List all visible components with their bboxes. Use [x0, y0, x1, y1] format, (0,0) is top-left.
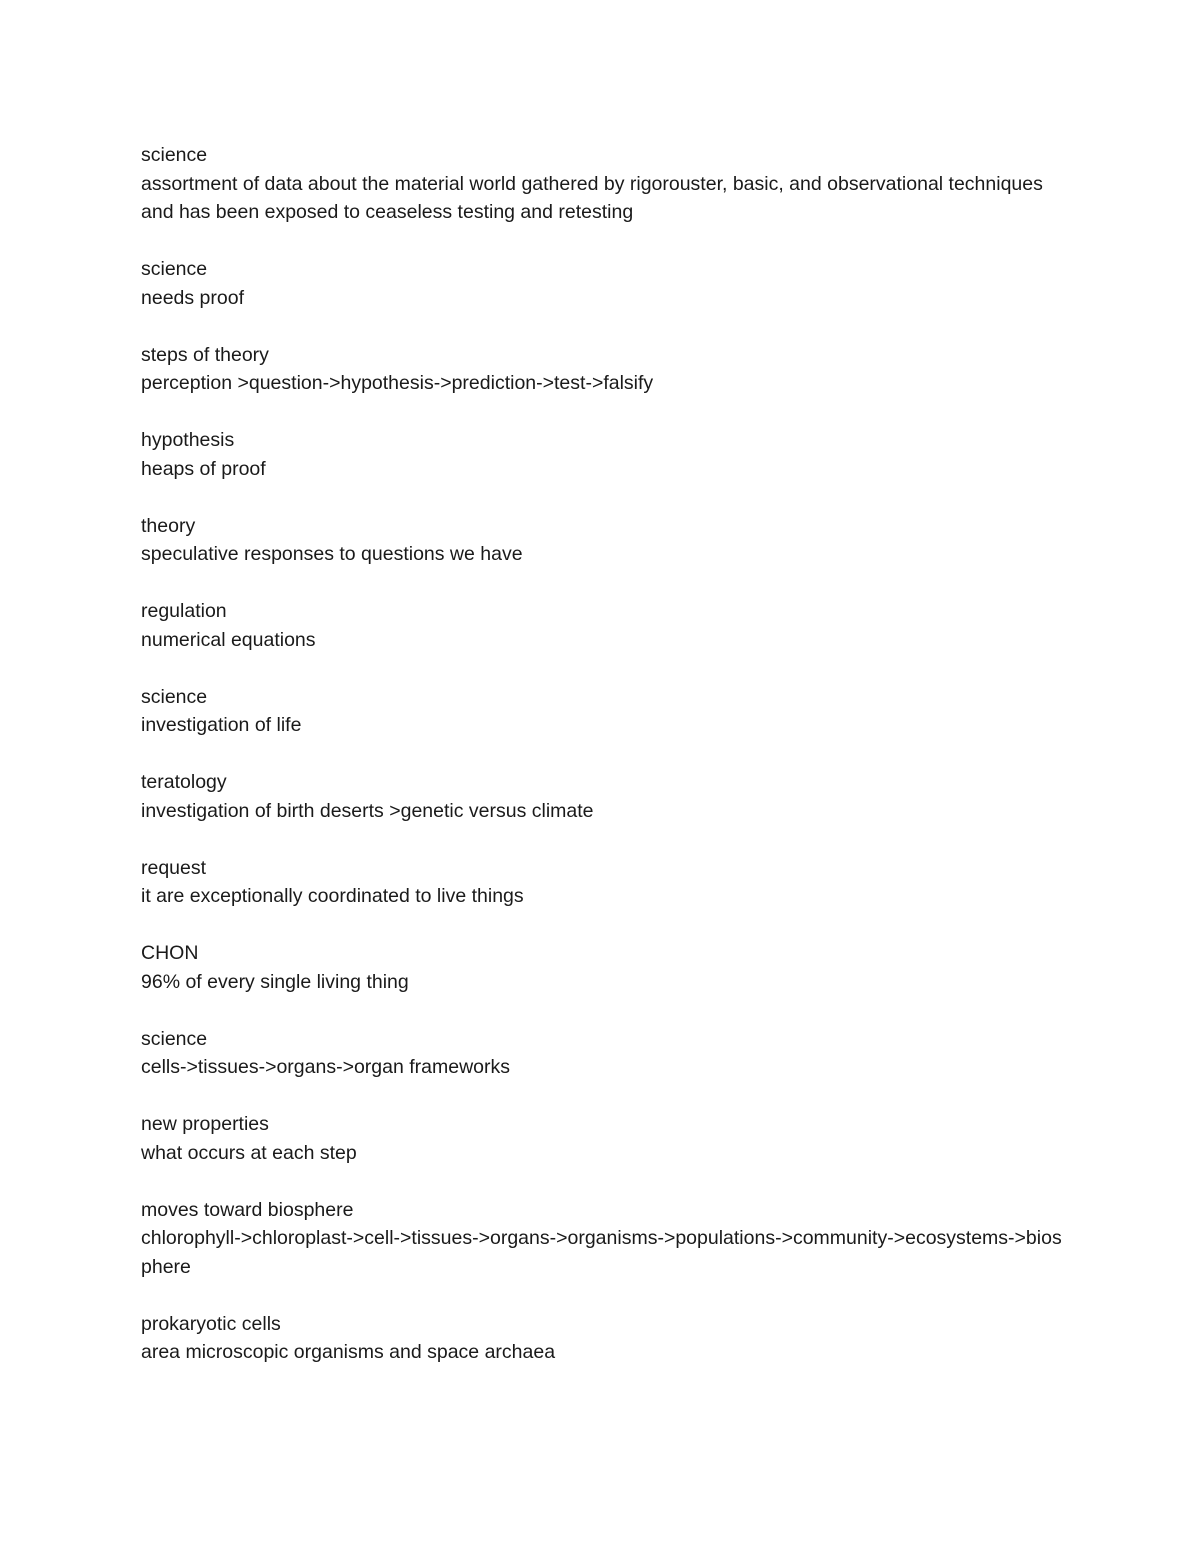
- definition: chlorophyll->chloroplast->cell->tissues->organs->organisms->populations->community->ecosystems->biosphere: [141, 1227, 1062, 1278]
- term: prokaryotic cells: [141, 1312, 281, 1335]
- term: regulation: [141, 600, 227, 622]
- list-item: [141, 768, 1066, 825]
- term: moves toward biosphere: [141, 1198, 354, 1221]
- flashcard-list: [141, 141, 1066, 1395]
- list-item: [141, 939, 1066, 996]
- definition: 96% of every single living thing: [141, 970, 409, 993]
- definition: cells->tissues->organs->organ frameworks: [141, 1056, 511, 1078]
- list-item: [141, 854, 1066, 911]
- term: science: [141, 1027, 208, 1050]
- definition: perception >question->hypothesis->prediction->test->falsify: [141, 372, 654, 394]
- term: science: [141, 144, 208, 166]
- term: science: [141, 258, 208, 280]
- definition: speculative responses to questions we have: [141, 543, 523, 565]
- definition: area microscopic organisms and space archaea: [141, 1341, 556, 1363]
- list-item: [141, 1196, 1066, 1282]
- list-item: [141, 255, 1066, 312]
- definition: it are exceptionally coordinated to live things: [141, 885, 524, 907]
- list-item: [141, 597, 1066, 654]
- list-item: [141, 141, 1066, 227]
- definition: assortment of data about the material world gathered by rigorouster, basic, and observational techniques and has been exposed to ceaseless testing and retesting: [141, 172, 1043, 223]
- definition: what occurs at each step: [141, 1141, 357, 1164]
- definition: needs proof: [141, 286, 244, 309]
- term: request: [141, 856, 207, 879]
- list-item: [141, 683, 1066, 740]
- definition: heaps of proof: [141, 457, 266, 480]
- list-item: [141, 426, 1066, 483]
- definition: numerical equations: [141, 628, 316, 651]
- list-item: [141, 1310, 1066, 1367]
- list-item: [141, 512, 1066, 569]
- term: science: [141, 685, 208, 708]
- term: hypothesis: [141, 429, 235, 451]
- list-item: [141, 1025, 1066, 1082]
- term: theory: [141, 514, 196, 537]
- term: new properties: [141, 1113, 269, 1135]
- term: teratology: [141, 771, 227, 793]
- term: steps of theory: [141, 343, 269, 366]
- list-item: [141, 341, 1066, 398]
- list-item: [141, 1110, 1066, 1167]
- definition: investigation of birth deserts >genetic versus climate: [141, 799, 594, 822]
- definition: investigation of life: [141, 714, 302, 736]
- term: CHON: [141, 942, 199, 964]
